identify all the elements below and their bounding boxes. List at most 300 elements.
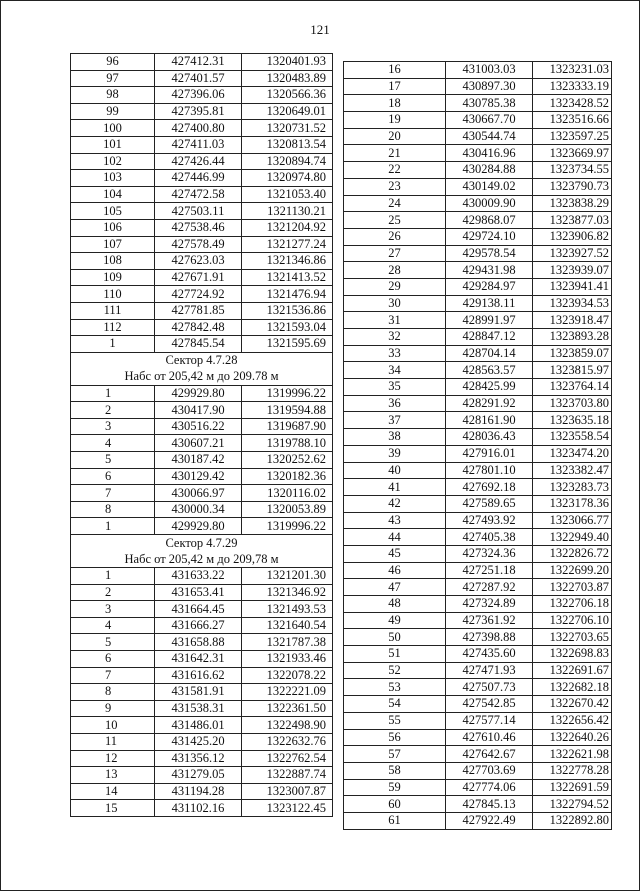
- y-coordinate: 1323669.97: [533, 145, 612, 162]
- x-coordinate: 430009.90: [446, 195, 533, 212]
- point-number: 27: [344, 245, 446, 262]
- table-row: [344, 579, 612, 596]
- point-number: 10: [71, 717, 155, 734]
- table-row: [344, 412, 612, 429]
- table-row: [344, 529, 612, 546]
- x-coordinate: 427642.67: [446, 746, 533, 763]
- y-coordinate: 1319594.88: [242, 402, 333, 419]
- point-number: 3: [71, 601, 155, 618]
- point-number: 8: [71, 501, 155, 518]
- point-number: 60: [344, 796, 446, 813]
- x-coordinate: 431581.91: [155, 684, 242, 701]
- y-coordinate: 1323635.18: [533, 412, 612, 429]
- point-number: 39: [344, 445, 446, 462]
- point-number: 59: [344, 779, 446, 796]
- table-row: [71, 568, 333, 585]
- x-coordinate: 427472.58: [155, 186, 242, 203]
- y-coordinate: 1321476.94: [242, 286, 333, 303]
- x-coordinate: 427400.80: [155, 120, 242, 137]
- point-number: 103: [71, 170, 155, 187]
- sector-subtitle-row: [71, 551, 333, 568]
- point-number: 22: [344, 162, 446, 179]
- point-number: 99: [71, 103, 155, 120]
- x-coordinate: 428991.97: [446, 312, 533, 329]
- table-row: [71, 501, 333, 518]
- y-coordinate: 1322703.65: [533, 629, 612, 646]
- table-row: [71, 767, 333, 784]
- x-coordinate: 430416.96: [446, 145, 533, 162]
- point-number: 1: [71, 518, 155, 535]
- sector-title-row: [71, 535, 333, 552]
- table-row: [344, 245, 612, 262]
- table-row: [71, 402, 333, 419]
- y-coordinate: 1321130.21: [242, 203, 333, 220]
- table-row: [344, 479, 612, 496]
- table-row: [71, 584, 333, 601]
- table-row: [71, 651, 333, 668]
- y-coordinate: 1323941.41: [533, 278, 612, 295]
- sector-subtitle: Набс от 205,42 м до 209,78 м: [71, 551, 333, 568]
- point-number: 42: [344, 495, 446, 512]
- x-coordinate: 427623.03: [155, 253, 242, 270]
- point-number: 7: [71, 485, 155, 502]
- y-coordinate: 1323122.45: [242, 800, 333, 817]
- table-row: [71, 336, 333, 353]
- point-number: 5: [71, 452, 155, 469]
- y-coordinate: 1323918.47: [533, 312, 612, 329]
- x-coordinate: 430897.30: [446, 78, 533, 95]
- x-coordinate: 430187.42: [155, 452, 242, 469]
- y-coordinate: 1322691.59: [533, 779, 612, 796]
- point-number: 98: [71, 87, 155, 104]
- point-number: 110: [71, 286, 155, 303]
- y-coordinate: 1323934.53: [533, 295, 612, 312]
- point-number: 18: [344, 95, 446, 112]
- point-number: 17: [344, 78, 446, 95]
- table-row: [71, 750, 333, 767]
- point-number: 51: [344, 646, 446, 663]
- x-coordinate: 430284.88: [446, 162, 533, 179]
- x-coordinate: 427542.85: [446, 696, 533, 713]
- x-coordinate: 427251.18: [446, 562, 533, 579]
- point-number: 50: [344, 629, 446, 646]
- x-coordinate: 431425.20: [155, 733, 242, 750]
- table-row: [344, 362, 612, 379]
- y-coordinate: 1323893.28: [533, 329, 612, 346]
- table-row: [344, 779, 612, 796]
- table-row: [71, 120, 333, 137]
- table-row: [71, 452, 333, 469]
- x-coordinate: 428036.43: [446, 429, 533, 446]
- x-coordinate: 428847.12: [446, 329, 533, 346]
- point-number: 112: [71, 319, 155, 336]
- point-number: 26: [344, 228, 446, 245]
- table-row: [71, 153, 333, 170]
- y-coordinate: 1323939.07: [533, 262, 612, 279]
- point-number: 106: [71, 219, 155, 236]
- point-number: 43: [344, 512, 446, 529]
- y-coordinate: 1322699.20: [533, 562, 612, 579]
- point-number: 29: [344, 278, 446, 295]
- point-number: 45: [344, 545, 446, 562]
- x-coordinate: 431279.05: [155, 767, 242, 784]
- table-row: [344, 379, 612, 396]
- point-number: 100: [71, 120, 155, 137]
- x-coordinate: 429578.54: [446, 245, 533, 262]
- y-coordinate: 1321204.92: [242, 219, 333, 236]
- x-coordinate: 427426.44: [155, 153, 242, 170]
- x-coordinate: 427610.46: [446, 729, 533, 746]
- point-number: 58: [344, 762, 446, 779]
- point-number: 16: [344, 62, 446, 79]
- page-number: 121: [310, 22, 330, 37]
- sector-title-row: [71, 352, 333, 369]
- point-number: 36: [344, 395, 446, 412]
- y-coordinate: 1321536.86: [242, 302, 333, 319]
- point-number: 33: [344, 345, 446, 362]
- point-number: 46: [344, 562, 446, 579]
- y-coordinate: 1323790.73: [533, 178, 612, 195]
- y-coordinate: 1323838.29: [533, 195, 612, 212]
- y-coordinate: 1320483.89: [242, 70, 333, 87]
- x-coordinate: 430066.97: [155, 485, 242, 502]
- y-coordinate: 1323815.97: [533, 362, 612, 379]
- sector-subtitle: Набс от 205,42 м до 209.78 м: [71, 369, 333, 386]
- x-coordinate: 427405.38: [446, 529, 533, 546]
- point-number: 13: [71, 767, 155, 784]
- point-number: 109: [71, 269, 155, 286]
- table-row: [344, 796, 612, 813]
- y-coordinate: 1323764.14: [533, 379, 612, 396]
- y-coordinate: 1322632.76: [242, 733, 333, 750]
- x-coordinate: 431356.12: [155, 750, 242, 767]
- y-coordinate: 1322778.28: [533, 762, 612, 779]
- y-coordinate: 1323877.03: [533, 212, 612, 229]
- x-coordinate: 429929.80: [155, 518, 242, 535]
- table-row: [71, 70, 333, 87]
- table-row: [344, 329, 612, 346]
- y-coordinate: 1322949.40: [533, 529, 612, 546]
- point-number: 55: [344, 712, 446, 729]
- x-coordinate: 431658.88: [155, 634, 242, 651]
- x-coordinate: 427692.18: [446, 479, 533, 496]
- y-coordinate: 1321787.38: [242, 634, 333, 651]
- x-coordinate: 430667.70: [446, 112, 533, 129]
- y-coordinate: 1323474.20: [533, 445, 612, 462]
- point-number: 1: [71, 568, 155, 585]
- x-coordinate: 428563.57: [446, 362, 533, 379]
- y-coordinate: 1322698.83: [533, 646, 612, 663]
- y-coordinate: 1322498.90: [242, 717, 333, 734]
- y-coordinate: 1322640.26: [533, 729, 612, 746]
- x-coordinate: 427287.92: [446, 579, 533, 596]
- x-coordinate: 431538.31: [155, 700, 242, 717]
- y-coordinate: 1322706.18: [533, 596, 612, 613]
- y-coordinate: 1321277.24: [242, 236, 333, 253]
- x-coordinate: 431664.45: [155, 601, 242, 618]
- y-coordinate: 1323859.07: [533, 345, 612, 362]
- point-number: 104: [71, 186, 155, 203]
- point-number: 97: [71, 70, 155, 87]
- y-coordinate: 1320053.89: [242, 501, 333, 518]
- table-row: [71, 54, 333, 71]
- x-coordinate: 431666.27: [155, 617, 242, 634]
- table-row: [344, 278, 612, 295]
- sector-title: Сектор 4.7.28: [71, 352, 333, 369]
- x-coordinate: 429284.97: [446, 278, 533, 295]
- x-coordinate: 427398.88: [446, 629, 533, 646]
- sector-subtitle-row: [71, 369, 333, 386]
- point-number: 61: [344, 812, 446, 829]
- x-coordinate: 429868.07: [446, 212, 533, 229]
- x-coordinate: 428704.14: [446, 345, 533, 362]
- x-coordinate: 427493.92: [446, 512, 533, 529]
- x-coordinate: 427577.14: [446, 712, 533, 729]
- table-row: [71, 302, 333, 319]
- y-coordinate: 1319996.22: [242, 385, 333, 402]
- table-row: [71, 468, 333, 485]
- x-coordinate: 427922.49: [446, 812, 533, 829]
- y-coordinate: 1321640.54: [242, 617, 333, 634]
- table-row: [344, 262, 612, 279]
- table-row: [71, 219, 333, 236]
- y-coordinate: 1321493.53: [242, 601, 333, 618]
- y-coordinate: 1323428.52: [533, 95, 612, 112]
- y-coordinate: 1323333.19: [533, 78, 612, 95]
- x-coordinate: 427412.31: [155, 54, 242, 71]
- y-coordinate: 1320894.74: [242, 153, 333, 170]
- y-coordinate: 1321201.30: [242, 568, 333, 585]
- point-number: 23: [344, 178, 446, 195]
- y-coordinate: 1322078.22: [242, 667, 333, 684]
- table-row: [344, 195, 612, 212]
- point-number: 30: [344, 295, 446, 312]
- table-row: [344, 228, 612, 245]
- x-coordinate: 428291.92: [446, 395, 533, 412]
- point-number: 11: [71, 733, 155, 750]
- y-coordinate: 1323382.47: [533, 462, 612, 479]
- point-number: 5: [71, 634, 155, 651]
- y-coordinate: 1321346.92: [242, 584, 333, 601]
- table-row: [344, 812, 612, 829]
- point-number: 31: [344, 312, 446, 329]
- point-number: 102: [71, 153, 155, 170]
- y-coordinate: 1322826.72: [533, 545, 612, 562]
- table-row: [71, 136, 333, 153]
- point-number: 7: [71, 667, 155, 684]
- x-coordinate: 427401.57: [155, 70, 242, 87]
- y-coordinate: 1320649.01: [242, 103, 333, 120]
- table-row: [344, 345, 612, 362]
- y-coordinate: 1322794.52: [533, 796, 612, 813]
- x-coordinate: 427703.69: [446, 762, 533, 779]
- point-number: 96: [71, 54, 155, 71]
- point-number: 37: [344, 412, 446, 429]
- point-number: 19: [344, 112, 446, 129]
- x-coordinate: 428425.99: [446, 379, 533, 396]
- point-number: 105: [71, 203, 155, 220]
- point-number: 56: [344, 729, 446, 746]
- point-number: 1: [71, 385, 155, 402]
- x-coordinate: 430417.90: [155, 402, 242, 419]
- table-row: [344, 178, 612, 195]
- y-coordinate: 1321595.69: [242, 336, 333, 353]
- point-number: 52: [344, 662, 446, 679]
- x-coordinate: 431003.03: [446, 62, 533, 79]
- table-row: [71, 518, 333, 535]
- point-number: 4: [71, 435, 155, 452]
- table-row: [71, 485, 333, 502]
- table-row: [71, 319, 333, 336]
- table-row: [71, 783, 333, 800]
- table-row: [71, 667, 333, 684]
- x-coordinate: 430129.42: [155, 468, 242, 485]
- point-number: 6: [71, 468, 155, 485]
- table-row: [344, 145, 612, 162]
- y-coordinate: 1320116.02: [242, 485, 333, 502]
- x-coordinate: 427589.65: [446, 495, 533, 512]
- table-row: [71, 203, 333, 220]
- x-coordinate: 427671.91: [155, 269, 242, 286]
- point-number: 54: [344, 696, 446, 713]
- x-coordinate: 427411.03: [155, 136, 242, 153]
- point-number: 47: [344, 579, 446, 596]
- y-coordinate: 1321413.52: [242, 269, 333, 286]
- table-row: [71, 601, 333, 618]
- table-row: [71, 717, 333, 734]
- table-row: [344, 545, 612, 562]
- y-coordinate: 1323597.25: [533, 128, 612, 145]
- table-row: [344, 295, 612, 312]
- table-row: [71, 684, 333, 701]
- y-coordinate: 1323734.55: [533, 162, 612, 179]
- y-coordinate: 1320974.80: [242, 170, 333, 187]
- y-coordinate: 1320401.93: [242, 54, 333, 71]
- table-row: [71, 385, 333, 402]
- y-coordinate: 1320566.36: [242, 87, 333, 104]
- y-coordinate: 1323178.36: [533, 495, 612, 512]
- table-row: [71, 800, 333, 817]
- table-row: [344, 596, 612, 613]
- y-coordinate: 1320182.36: [242, 468, 333, 485]
- table-row: [344, 462, 612, 479]
- point-number: 21: [344, 145, 446, 162]
- point-number: 111: [71, 302, 155, 319]
- table-row: [71, 236, 333, 253]
- table-row: [71, 617, 333, 634]
- y-coordinate: 1322887.74: [242, 767, 333, 784]
- point-number: 20: [344, 128, 446, 145]
- table-row: [344, 729, 612, 746]
- x-coordinate: 427578.49: [155, 236, 242, 253]
- table-row: [344, 629, 612, 646]
- table-row: [71, 634, 333, 651]
- x-coordinate: 431616.62: [155, 667, 242, 684]
- table-row: [344, 712, 612, 729]
- table-row: [344, 162, 612, 179]
- x-coordinate: 430516.22: [155, 418, 242, 435]
- y-coordinate: 1322691.67: [533, 662, 612, 679]
- point-number: 32: [344, 329, 446, 346]
- table-row: [71, 286, 333, 303]
- x-coordinate: 427845.54: [155, 336, 242, 353]
- x-coordinate: 427324.36: [446, 545, 533, 562]
- x-coordinate: 430149.02: [446, 178, 533, 195]
- point-number: 15: [71, 800, 155, 817]
- point-number: 48: [344, 596, 446, 613]
- table-row: [344, 562, 612, 579]
- y-coordinate: 1321933.46: [242, 651, 333, 668]
- x-coordinate: 427503.11: [155, 203, 242, 220]
- table-row: [71, 186, 333, 203]
- table-row: [344, 646, 612, 663]
- y-coordinate: 1322682.18: [533, 679, 612, 696]
- y-coordinate: 1322892.80: [533, 812, 612, 829]
- y-coordinate: 1323516.66: [533, 112, 612, 129]
- point-number: 49: [344, 612, 446, 629]
- y-coordinate: 1322703.87: [533, 579, 612, 596]
- table-row: [344, 662, 612, 679]
- x-coordinate: 427801.10: [446, 462, 533, 479]
- x-coordinate: 427842.48: [155, 319, 242, 336]
- point-number: 44: [344, 529, 446, 546]
- y-coordinate: 1322656.42: [533, 712, 612, 729]
- y-coordinate: 1321593.04: [242, 319, 333, 336]
- x-coordinate: 430607.21: [155, 435, 242, 452]
- table-row: [344, 612, 612, 629]
- x-coordinate: 427781.85: [155, 302, 242, 319]
- point-number: 8: [71, 684, 155, 701]
- point-number: 41: [344, 479, 446, 496]
- point-number: 108: [71, 253, 155, 270]
- x-coordinate: 427435.60: [446, 646, 533, 663]
- x-coordinate: 427446.99: [155, 170, 242, 187]
- y-coordinate: 1322670.42: [533, 696, 612, 713]
- x-coordinate: 431194.28: [155, 783, 242, 800]
- point-number: 14: [71, 783, 155, 800]
- x-coordinate: 427538.46: [155, 219, 242, 236]
- point-number: 2: [71, 402, 155, 419]
- point-number: 4: [71, 617, 155, 634]
- y-coordinate: 1323927.52: [533, 245, 612, 262]
- table-row: [71, 170, 333, 187]
- table-row: [71, 733, 333, 750]
- table-row: [344, 429, 612, 446]
- x-coordinate: 430544.74: [446, 128, 533, 145]
- table-row: [344, 212, 612, 229]
- y-coordinate: 1321346.86: [242, 253, 333, 270]
- x-coordinate: 427724.92: [155, 286, 242, 303]
- point-number: 38: [344, 429, 446, 446]
- y-coordinate: 1319687.90: [242, 418, 333, 435]
- point-number: 28: [344, 262, 446, 279]
- y-coordinate: 1323007.87: [242, 783, 333, 800]
- y-coordinate: 1322361.50: [242, 700, 333, 717]
- point-number: 3: [71, 418, 155, 435]
- x-coordinate: 428161.90: [446, 412, 533, 429]
- y-coordinate: 1321053.40: [242, 186, 333, 203]
- sector-title: Сектор 4.7.29: [71, 535, 333, 552]
- x-coordinate: 430785.38: [446, 95, 533, 112]
- y-coordinate: 1322706.10: [533, 612, 612, 629]
- x-coordinate: 431102.16: [155, 800, 242, 817]
- x-coordinate: 427916.01: [446, 445, 533, 462]
- table-row: [71, 253, 333, 270]
- point-number: 35: [344, 379, 446, 396]
- y-coordinate: 1320252.62: [242, 452, 333, 469]
- table-row: [344, 445, 612, 462]
- y-coordinate: 1323906.82: [533, 228, 612, 245]
